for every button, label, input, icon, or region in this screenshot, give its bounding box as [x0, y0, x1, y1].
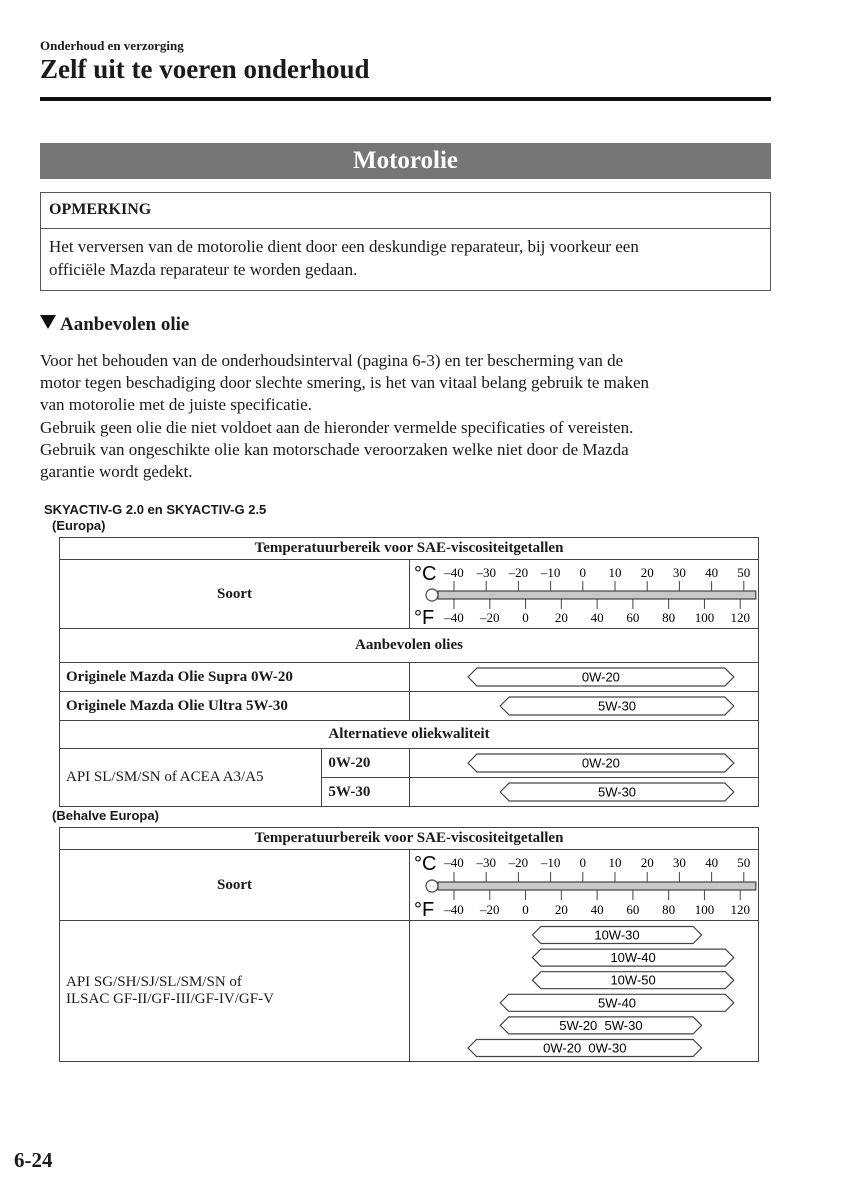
grade-bar-svg — [410, 778, 758, 806]
celsius-tick-label: –10 — [540, 565, 561, 580]
fahrenheit-tick-label: –40 — [444, 610, 464, 625]
non-europe-table — [59, 827, 759, 1062]
celsius-tick-label: –10 — [540, 855, 561, 870]
note-heading: OPMERKING — [41, 193, 770, 229]
temperature-scale — [410, 850, 759, 921]
paragraph-line: Gebruik geen olie die niet voldoet aan de hieronder vermelde specificaties of vereisten. — [40, 417, 634, 437]
triangle-down-icon — [40, 315, 56, 329]
grade-bar-cell — [409, 663, 758, 692]
table-header: Temperatuurbereik voor SAE-viscositeitgetallen — [60, 538, 759, 560]
paragraph-line: motor tegen beschadiging door slechte smering, is het van vitaal belang gebruik te maken — [40, 373, 649, 393]
celsius-tick-label: –40 — [444, 855, 464, 870]
body-paragraph — [40, 350, 775, 483]
celsius-tick-label: 20 — [640, 855, 654, 870]
fahrenheit-tick-label: 80 — [662, 610, 676, 625]
paragraph-line: Voor het behouden van de onderhoudsinterval (pagina 6-3) en ter bescherming van de — [40, 351, 624, 370]
celsius-tick-label: 30 — [672, 855, 686, 870]
fahrenheit-tick-label: 40 — [590, 610, 604, 625]
celsius-tick-label: 0 — [579, 565, 587, 580]
thermometer-tube — [438, 591, 756, 599]
paragraph-line: van motorolie met de juiste specificatie. — [40, 395, 312, 415]
fahrenheit-tick-label: 0 — [522, 902, 529, 917]
fahrenheit-tick-label: 20 — [554, 610, 568, 625]
engine-caption: SKYACTIV-G 2.0 en SKYACTIV-G 2.5 — [44, 502, 267, 517]
celsius-tick-label: –30 — [476, 565, 496, 580]
fahrenheit-tick-label: 40 — [590, 902, 604, 917]
grade-bar-cell — [409, 692, 758, 721]
soort-label: Soort — [60, 560, 410, 629]
celsius-tick-label: –40 — [444, 565, 464, 580]
grade-spec — [60, 921, 410, 1062]
celsius-tick-label: 0 — [579, 855, 587, 870]
recommended-header: Aanbevolen olies — [60, 629, 759, 663]
thermometer-tube — [438, 882, 756, 890]
grade-bar-cell — [409, 749, 758, 778]
page-title: Zelf uit te voeren onderhoud — [40, 54, 370, 84]
non-europe-caption: (Behalve Europa) — [52, 808, 159, 823]
grade-bar-cell — [409, 778, 758, 807]
subheading-text: Aanbevolen olie — [60, 314, 190, 335]
grade-bars-svg — [410, 921, 758, 1061]
grade-label: 5W-20 5W-30 — [559, 1017, 643, 1033]
celsius-tick-label: 50 — [737, 565, 751, 580]
celsius-tick-label: –20 — [508, 855, 529, 870]
europe-caption: (Europa) — [52, 518, 106, 533]
page-number: 6-24 — [14, 1148, 53, 1172]
grade-bars-cell — [410, 921, 759, 1062]
grade-label: 5W-40 — [597, 995, 637, 1011]
temperature-scale — [409, 560, 758, 629]
grade-label: 5W-30 — [597, 784, 637, 800]
celsius-unit: °C — [414, 853, 437, 875]
celsius-tick-label: 30 — [672, 565, 686, 580]
grade-label: 10W-40 — [610, 950, 656, 966]
temperature-scale-svg — [410, 850, 758, 920]
temperature-scale-svg — [410, 560, 758, 628]
title-rule — [40, 97, 771, 101]
note-body — [49, 235, 762, 281]
fahrenheit-tick-label: 120 — [730, 610, 750, 625]
fahrenheit-tick-label: 80 — [662, 902, 676, 917]
section-banner: Motorolie — [40, 143, 771, 179]
fahrenheit-tick-label: –20 — [480, 610, 500, 625]
thermometer-bulb — [426, 589, 438, 601]
subheading — [40, 314, 189, 336]
grade-label: 0W-20 — [581, 669, 620, 685]
fahrenheit-tick-label: 120 — [730, 902, 750, 917]
celsius-tick-label: 10 — [608, 565, 622, 580]
celsius-unit: °C — [413, 563, 437, 585]
celsius-tick-label: 40 — [705, 565, 719, 580]
alternative-visc: 0W-20 — [322, 749, 410, 778]
celsius-tick-label: 50 — [737, 855, 751, 870]
table-header: Temperatuurbereik voor SAE-viscositeitgetallen — [60, 828, 759, 850]
alternative-spec: API SL/SM/SN of ACEA A3/A5 — [60, 749, 322, 807]
note-box — [40, 192, 771, 291]
celsius-tick-label: –30 — [476, 855, 496, 870]
grade-spec-line: API SG/SH/SJ/SL/SM/SN of — [66, 974, 242, 990]
celsius-tick-label: 40 — [705, 855, 719, 870]
grade-label: 10W-50 — [610, 972, 656, 988]
soort-label: Soort — [60, 850, 410, 921]
thermometer-bulb — [426, 880, 438, 892]
note-line: Het verversen van de motorolie dient door een deskundige reparateur, bij voorkeur een — [49, 237, 639, 256]
fahrenheit-tick-label: 60 — [626, 902, 640, 917]
alternative-visc: 5W-30 — [322, 778, 410, 807]
grade-bar-svg — [410, 749, 758, 777]
fahrenheit-unit: °F — [414, 899, 435, 920]
grade-label: 10W-30 — [594, 927, 640, 943]
fahrenheit-tick-label: 0 — [522, 610, 529, 625]
paragraph-line: garantie wordt gedekt. — [40, 462, 193, 482]
europe-table — [59, 537, 759, 807]
fahrenheit-tick-label: 60 — [626, 610, 640, 625]
alternative-header: Alternatieve oliekwaliteit — [60, 721, 759, 749]
fahrenheit-tick-label: 100 — [694, 610, 715, 625]
celsius-tick-label: 10 — [608, 855, 622, 870]
fahrenheit-tick-label: 100 — [694, 902, 715, 917]
grade-bar-svg — [410, 692, 758, 720]
grade-label: 0W-20 0W-30 — [543, 1040, 627, 1056]
section-label: Onderhoud en verzorging — [40, 38, 184, 53]
fahrenheit-tick-label: –20 — [480, 902, 500, 917]
grade-label: 5W-30 — [597, 698, 637, 714]
fahrenheit-unit: °F — [413, 607, 435, 628]
fahrenheit-tick-label: –40 — [444, 902, 464, 917]
grade-spec-line: ILSAC GF-II/GF-III/GF-IV/GF-V — [66, 991, 274, 1007]
celsius-tick-label: –20 — [508, 565, 529, 580]
grade-bar-svg — [410, 663, 758, 691]
note-line: officiële Mazda reparateur te worden gedaan. — [49, 260, 358, 279]
recommended-oil-name: Originele Mazda Olie Supra 0W-20 — [60, 663, 410, 692]
fahrenheit-tick-label: 20 — [554, 902, 568, 917]
paragraph-line: Gebruik van ongeschikte olie kan motorschade veroorzaken welke niet door de Mazda — [40, 439, 629, 459]
recommended-oil-name: Originele Mazda Olie Ultra 5W-30 — [60, 692, 410, 721]
celsius-tick-label: 20 — [640, 565, 654, 580]
grade-label: 0W-20 — [581, 755, 620, 771]
